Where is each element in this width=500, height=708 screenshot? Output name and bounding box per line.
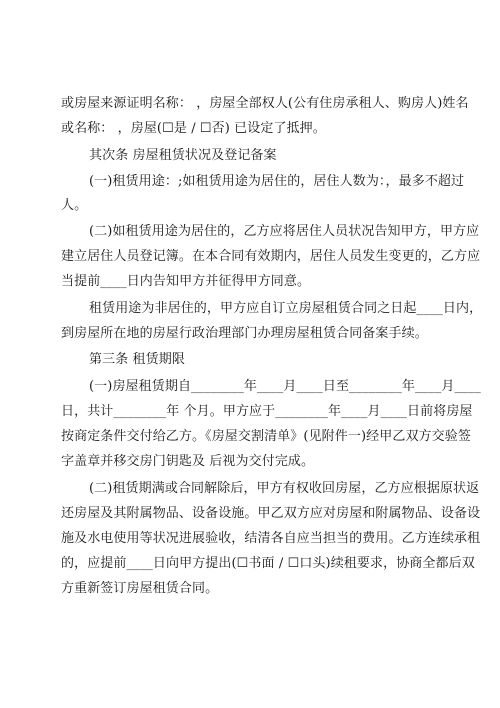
text-line: 方重新签订房屋租赁合同。	[61, 581, 219, 596]
text-line: 或房屋来源证明名称： ，房屋全部权人(公有住房承租人、购房人)姓名	[61, 96, 469, 111]
text-line: 字盖章并移交房门钥匙及 后视为交付完成。	[61, 454, 315, 469]
text-line: (二)租赁期满或合同解除后，甲方有权收回房屋，乙方应根据原状返	[89, 481, 480, 496]
text-line: 或名称： ，房屋(☐是 / ☐否) 已设定了抵押。	[61, 121, 326, 136]
section-heading: 第三条 租赁期限	[89, 352, 185, 367]
text-line: (一)房屋租赁期自________年____月____日至________年____月____	[89, 379, 481, 394]
text-line: 按商定条件交付给乙方。《房屋交割清单》(见附件一)经甲乙双方交验签	[61, 429, 471, 444]
text-line: 还房屋及其附属物品、设备设施。甲乙双方应对房屋和附属物品、设备设	[61, 506, 481, 521]
text-line: 建立居住人员登记簿。在本合同有效期内，居住人员发生变更的，乙方应	[61, 249, 481, 264]
section-heading: 其次条 房屋租赁状况及登记备案	[89, 148, 277, 163]
text-line: (一)租赁用途：;如租赁用途为居住的，居住人数为：，最多不超过	[89, 174, 465, 189]
text-line: 当提前____日内告知甲方并征得甲方同意。	[61, 274, 311, 289]
text-line: 日，共计________年 个月。甲方应于________年____月____日前将房屋	[61, 404, 473, 419]
text-line: 的，应提前____日向甲方提出(☐书面 / ☐口头)续租要求，协商全都后双	[61, 556, 475, 571]
text-line: 施及水电使用等状况进展验收，结清各自应当担当的费用。乙方连续承租	[61, 531, 481, 546]
text-line: 人。	[61, 198, 88, 213]
text-line: 到房屋所在地的房屋行政治理部门办理房屋租赁合同备案手续。	[61, 326, 428, 341]
text-line: (二)如租赁用途为居住的，乙方应将居住人员状况告知甲方，甲方应	[89, 224, 480, 239]
text-line: 租赁用途为非居住的，甲方应自订立房屋租赁合同之日起____日内，	[89, 301, 483, 316]
